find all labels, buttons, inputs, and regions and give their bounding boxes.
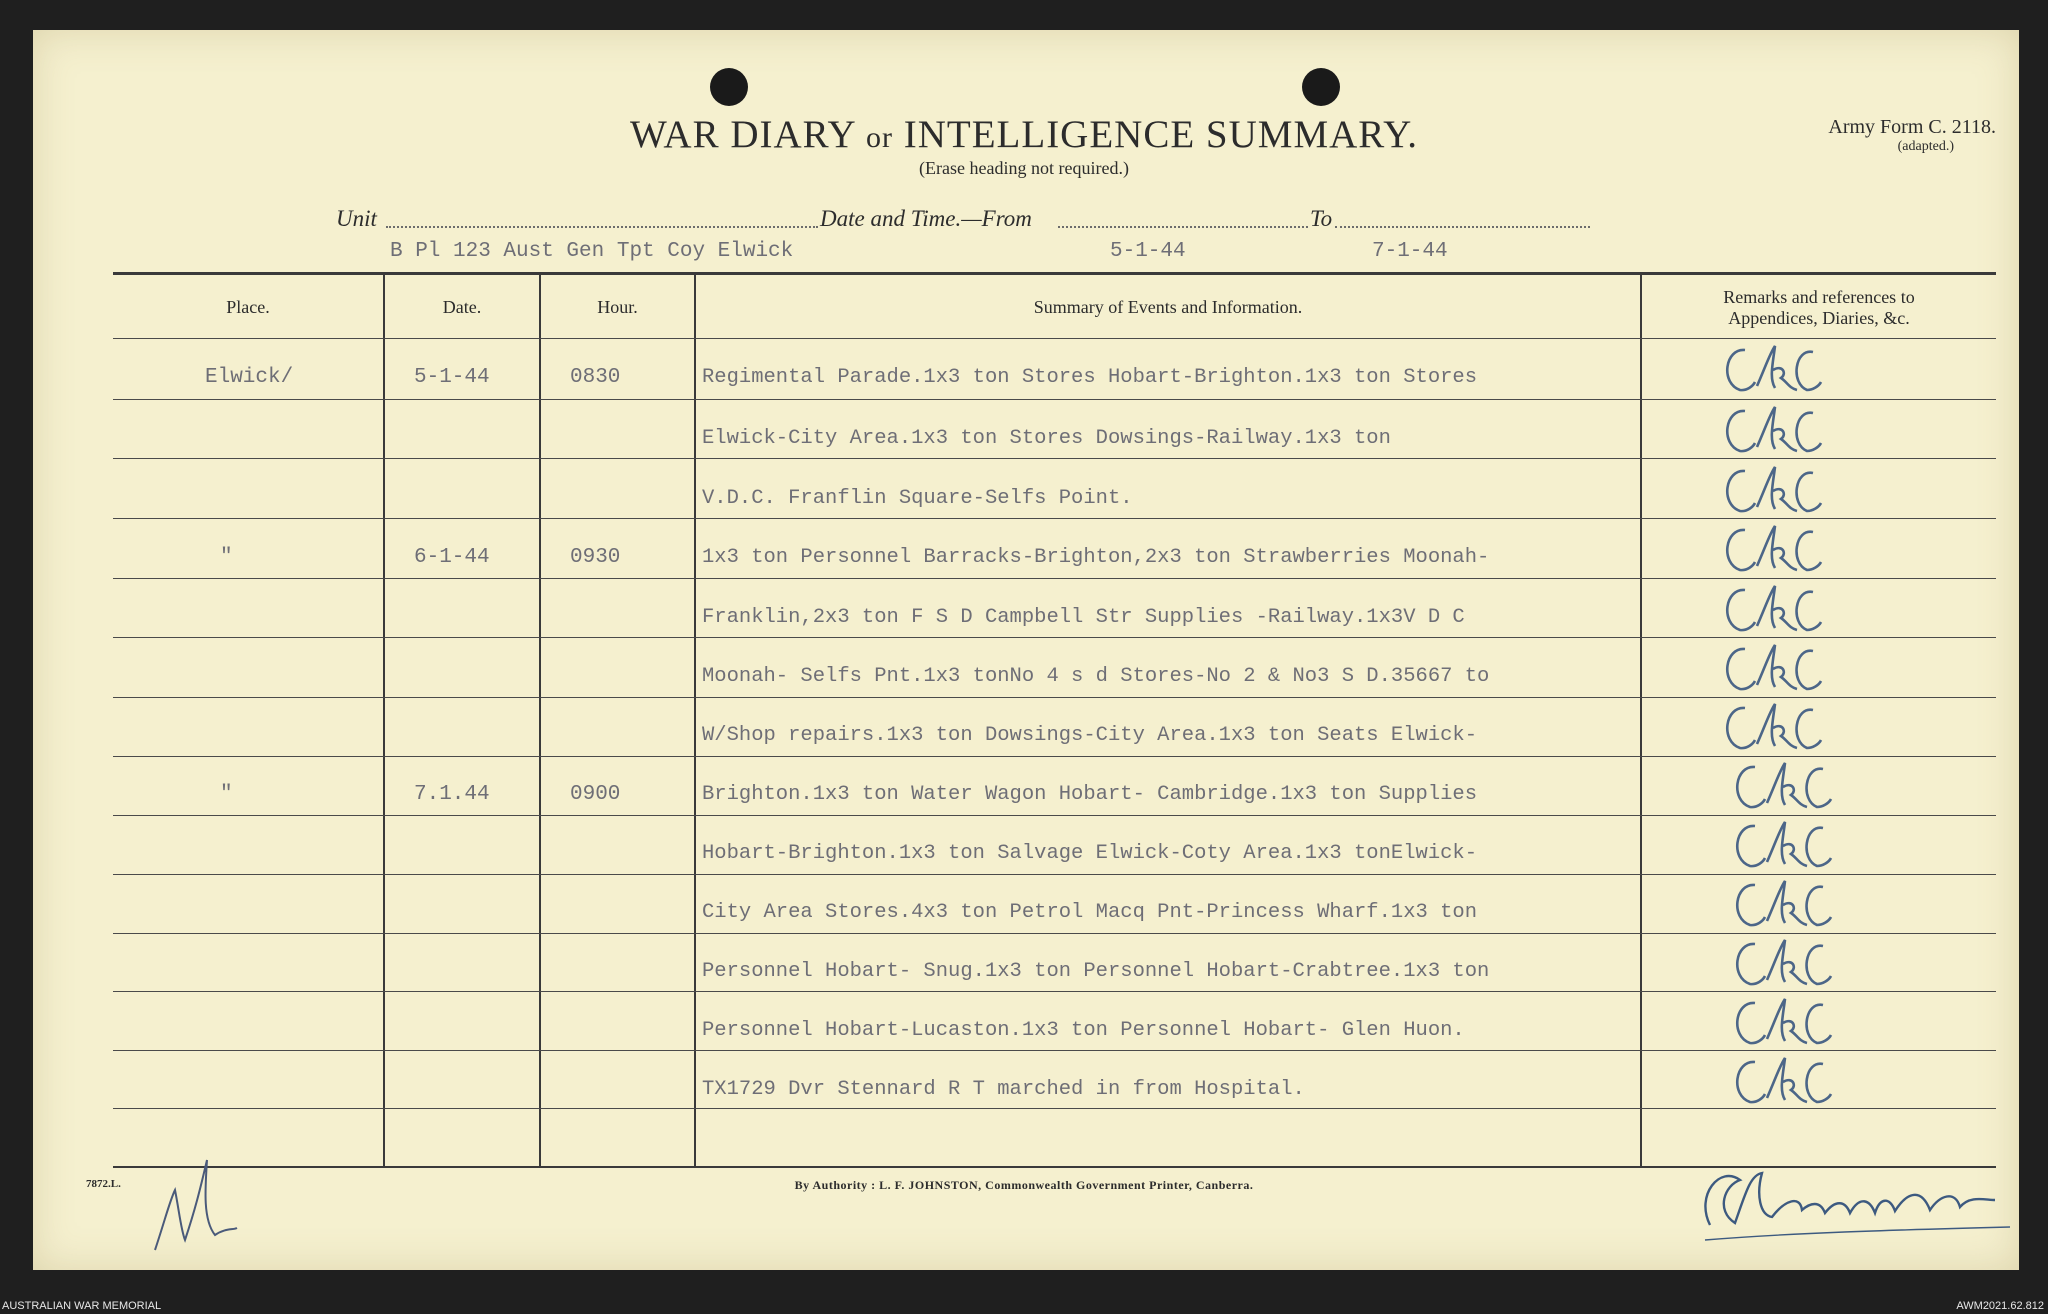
initials-mark: [1715, 696, 1825, 758]
ruled-line: [113, 338, 1996, 339]
initials-mark: [1725, 755, 1835, 817]
to-dotted-line: [1335, 226, 1590, 228]
table-top-rule: [113, 272, 1996, 275]
army-form-adapted: (adapted.): [1897, 139, 1954, 154]
ruled-line: [113, 518, 1996, 519]
entry-summary: 1x3 ton Personnel Barracks-Brighton,2x3 ton Strawberries Moonah-: [702, 546, 1490, 569]
entry-summary: Regimental Parade.1x3 ton Stores Hobart-Brighton.1x3 ton Stores: [702, 366, 1478, 389]
title-or: or: [866, 121, 893, 154]
initials-mark: [1725, 991, 1835, 1053]
entry-summary: W/Shop repairs.1x3 ton Dowsings-City Area.1x3 ton Seats Elwick-: [702, 724, 1478, 747]
ruled-line: [113, 399, 1996, 400]
ruled-line: [113, 874, 1996, 875]
to-label: To: [1310, 206, 1333, 231]
entry-date: 7.1.44: [414, 783, 490, 806]
column-header-summary: Summary of Events and Information.: [1033, 297, 1303, 317]
ruled-line: [113, 1050, 1996, 1051]
ruled-line: [113, 458, 1996, 459]
entry-place: Elwick/: [205, 366, 294, 389]
initials-mark: [1715, 518, 1825, 580]
column-header-hour: Hour.: [597, 297, 638, 317]
entry-place: ": [220, 783, 233, 806]
column-header-date: Date.: [442, 297, 482, 317]
entry-date: 6-1-44: [414, 546, 490, 569]
title-war-diary: WAR DIARY: [629, 113, 856, 156]
from-date-value: 5-1-44: [1110, 240, 1186, 263]
entry-summary: City Area Stores.4x3 ton Petrol Macq Pnt-Princess Wharf.1x3 ton: [702, 901, 1478, 924]
entry-hour: 0930: [570, 546, 621, 569]
army-form-number: [1828, 116, 1996, 155]
remarks-header-line1: Remarks and references to: [1723, 287, 1915, 307]
entry-summary: Personnel Hobart-Lucaston.1x3 ton Personnel Hobart- Glen Huon.: [702, 1019, 1465, 1042]
ruled-line: [113, 815, 1996, 816]
column-divider-hour: [694, 272, 696, 1167]
ruled-line: [113, 756, 1996, 757]
entry-hour: 0900: [570, 783, 621, 806]
entry-hour: 0830: [570, 366, 621, 389]
entry-summary: Personnel Hobart- Snug.1x3 ton Personnel Hobart-Crabtree.1x3 ton: [702, 960, 1490, 983]
initials-mark: [1715, 578, 1825, 640]
army-form-label: Army Form C. 2118.: [1828, 116, 1996, 138]
ruled-line: [113, 697, 1996, 698]
initials-mark: [1715, 637, 1825, 699]
remarks-header-line2: Appendices, Diaries, &c.: [1728, 308, 1910, 328]
from-dotted-line: [1058, 226, 1308, 228]
column-header-place: Place.: [226, 297, 270, 317]
punch-hole-right: [1302, 68, 1340, 106]
entry-summary: Elwick-City Area.1x3 ton Stores Dowsings-Railway.1x3 ton: [702, 427, 1391, 450]
archive-caption-right: AWM2021.62.812: [1956, 1300, 2044, 1312]
printer-authority: By Authority : L. F. JOHNSTON, Commonwealth Government Printer, Canberra.: [794, 1178, 1254, 1192]
entry-summary: TX1729 Dvr Stennard R T marched in from Hospital.: [702, 1078, 1305, 1101]
initials-mark: [1715, 338, 1825, 400]
punch-hole-left: [710, 68, 748, 106]
entry-summary: Brighton.1x3 ton Water Wagon Hobart- Cambridge.1x3 ton Supplies: [702, 783, 1478, 806]
form-subtitle: (Erase heading not required.): [919, 158, 1129, 178]
initials-mark: [1725, 1050, 1835, 1112]
handwritten-mark-bottom-left: [145, 1140, 245, 1260]
entry-summary: Moonah- Selfs Pnt.1x3 tonNo 4 s d Stores-No 2 & No3 S D.35667 to: [702, 665, 1490, 688]
archive-caption-left: AUSTRALIAN WAR MEMORIAL: [2, 1300, 162, 1312]
ruled-line: [113, 578, 1996, 579]
ruled-line: [113, 1108, 1996, 1109]
column-divider-date: [539, 272, 541, 1167]
column-divider-place: [383, 272, 385, 1167]
initials-mark: [1715, 459, 1825, 521]
unit-dotted-line: [386, 226, 818, 228]
column-divider-summary: [1640, 272, 1642, 1167]
form-print-code: 7872.L.: [86, 1178, 121, 1190]
unit-label: Unit: [336, 206, 377, 231]
date-time-from-label: Date and Time.—From: [820, 206, 1032, 231]
entry-summary: V.D.C. Franflin Square-Selfs Point.: [702, 487, 1133, 510]
entry-summary: Franklin,2x3 ton F S D Campbell Str Supplies -Railway.1x3V D C: [702, 606, 1465, 629]
officer-signature: [1690, 1155, 2020, 1250]
unit-value: B Pl 123 Aust Gen Tpt Coy Elwick: [390, 240, 794, 263]
initials-mark: [1725, 873, 1835, 935]
title-intelligence-summary: INTELLIGENCE SUMMARY.: [903, 113, 1419, 156]
initials-mark: [1715, 399, 1825, 461]
ruled-line: [113, 933, 1996, 934]
entry-place: ": [220, 546, 233, 569]
entry-date: 5-1-44: [414, 366, 490, 389]
to-date-value: 7-1-44: [1372, 240, 1448, 263]
initials-mark: [1725, 932, 1835, 994]
column-header-remarks: [1642, 287, 1996, 329]
ruled-line: [113, 991, 1996, 992]
ruled-line: [113, 637, 1996, 638]
initials-mark: [1725, 814, 1835, 876]
form-title: [0, 112, 2048, 157]
entry-summary: Hobart-Brighton.1x3 ton Salvage Elwick-Coty Area.1x3 tonElwick-: [702, 842, 1478, 865]
